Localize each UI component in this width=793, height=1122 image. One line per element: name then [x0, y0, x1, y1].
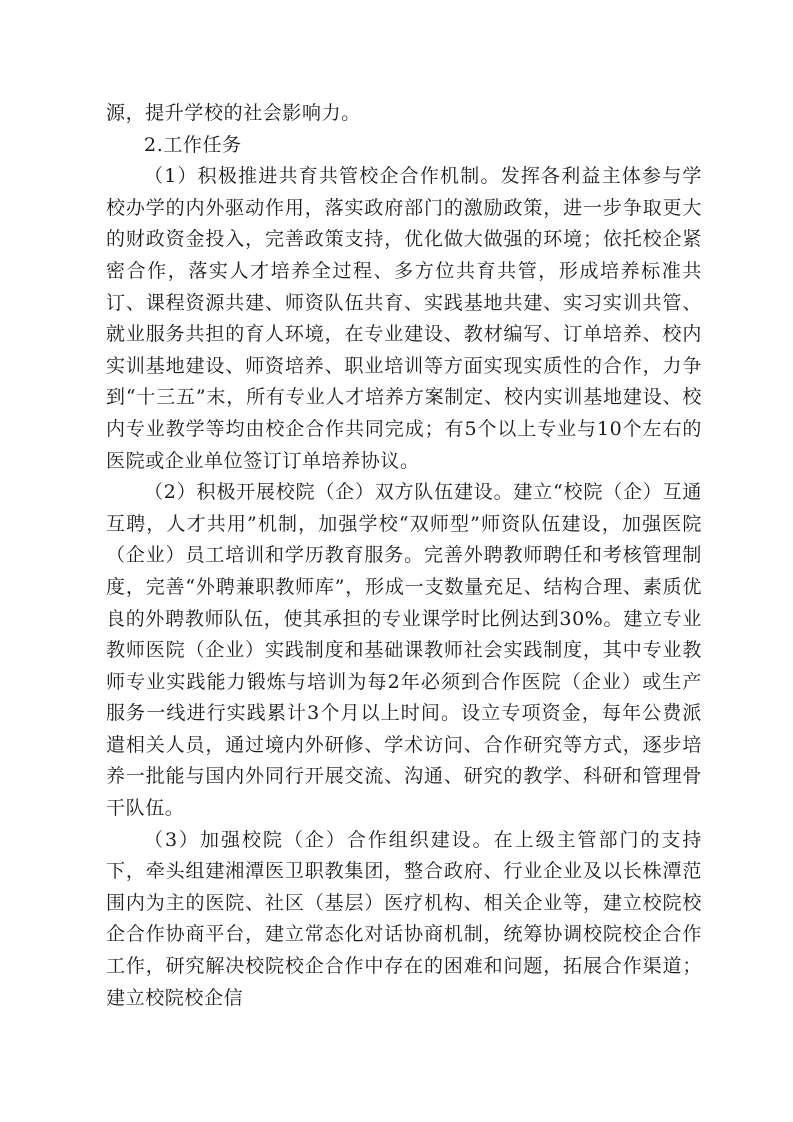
paragraph-organization-building: （3）加强校院（企）合作组织建设。在上级主管部门的支持下，牵头组建湘潭医卫职教集团，整合政府、行业企业及以长株潭范围内为主的医院、社区（基层）医疗机构、相关企业等，建立校院校企合作协商平台，建立常态化对话协商机制，统筹协调校院校企合作工作，研究解决校院校企合作中存在的困难和问题，拓展合作渠道；建立校院校企信 — [106, 828, 702, 1009]
document-body — [106, 98, 702, 1014]
continued-paragraph: 源，提升学校的社会影响力。 — [106, 102, 361, 124]
paragraph-team-building: （2）积极开展校院（企）双方队伍建设。建立“校院（企）互通互聘，人才共用”机制，加强学校“双师型”师资队伍建设，加强医院（企业）员工培训和学历教育服务。完善外聘教师聘任和考核管理制度，完善“外聘兼职教师库”，形成一支数量充足、结构合理、素质优良的外聘教师队伍，使其承担的专业课学时比例达到30%。建立专业教师医院（企业）实践制度和基础课教师社会实践制度，其中专业教师专业实践能力锻炼与培训为每2年必须到合作医院（企业）或生产服务一线进行实践累计3个月以上时间。设立专项资金，每年公费派遣相关人员，通过境内外研修、学术访问、合作研究等方式，逐步培养一批能与国内外同行开展交流、沟通、研究的教学、科研和管理骨干队伍。 — [106, 481, 702, 820]
section-heading-work-tasks: 2.工作任务 — [144, 133, 242, 156]
paragraph-cooperation-mechanism: （1）积极推进共育共管校企合作机制。发挥各利益主体参与学校办学的内外驱动作用，落实政府部门的激励政策，进一步争取更大的财政资金投入，完善政策支持，优化做大做强的环境；依托校企紧密合作，落实人才培养全过程、多方位共育共管，形成培养标准共订、课程资源共建、师资队伍共育、实践基地共建、实习实训共管、就业服务共担的育人环境，在专业建设、教材编写、订单培养、校内实训基地建设、师资培养、职业培训等方面实现实质性的合作，力争到“十三五”末，所有专业人才培养方案制定、校内实训基地建设、校内专业教学等均由校企合作共同完成；有5个以上专业与10个左右的医院或企业单位签订订单培养协议。 — [106, 165, 702, 472]
